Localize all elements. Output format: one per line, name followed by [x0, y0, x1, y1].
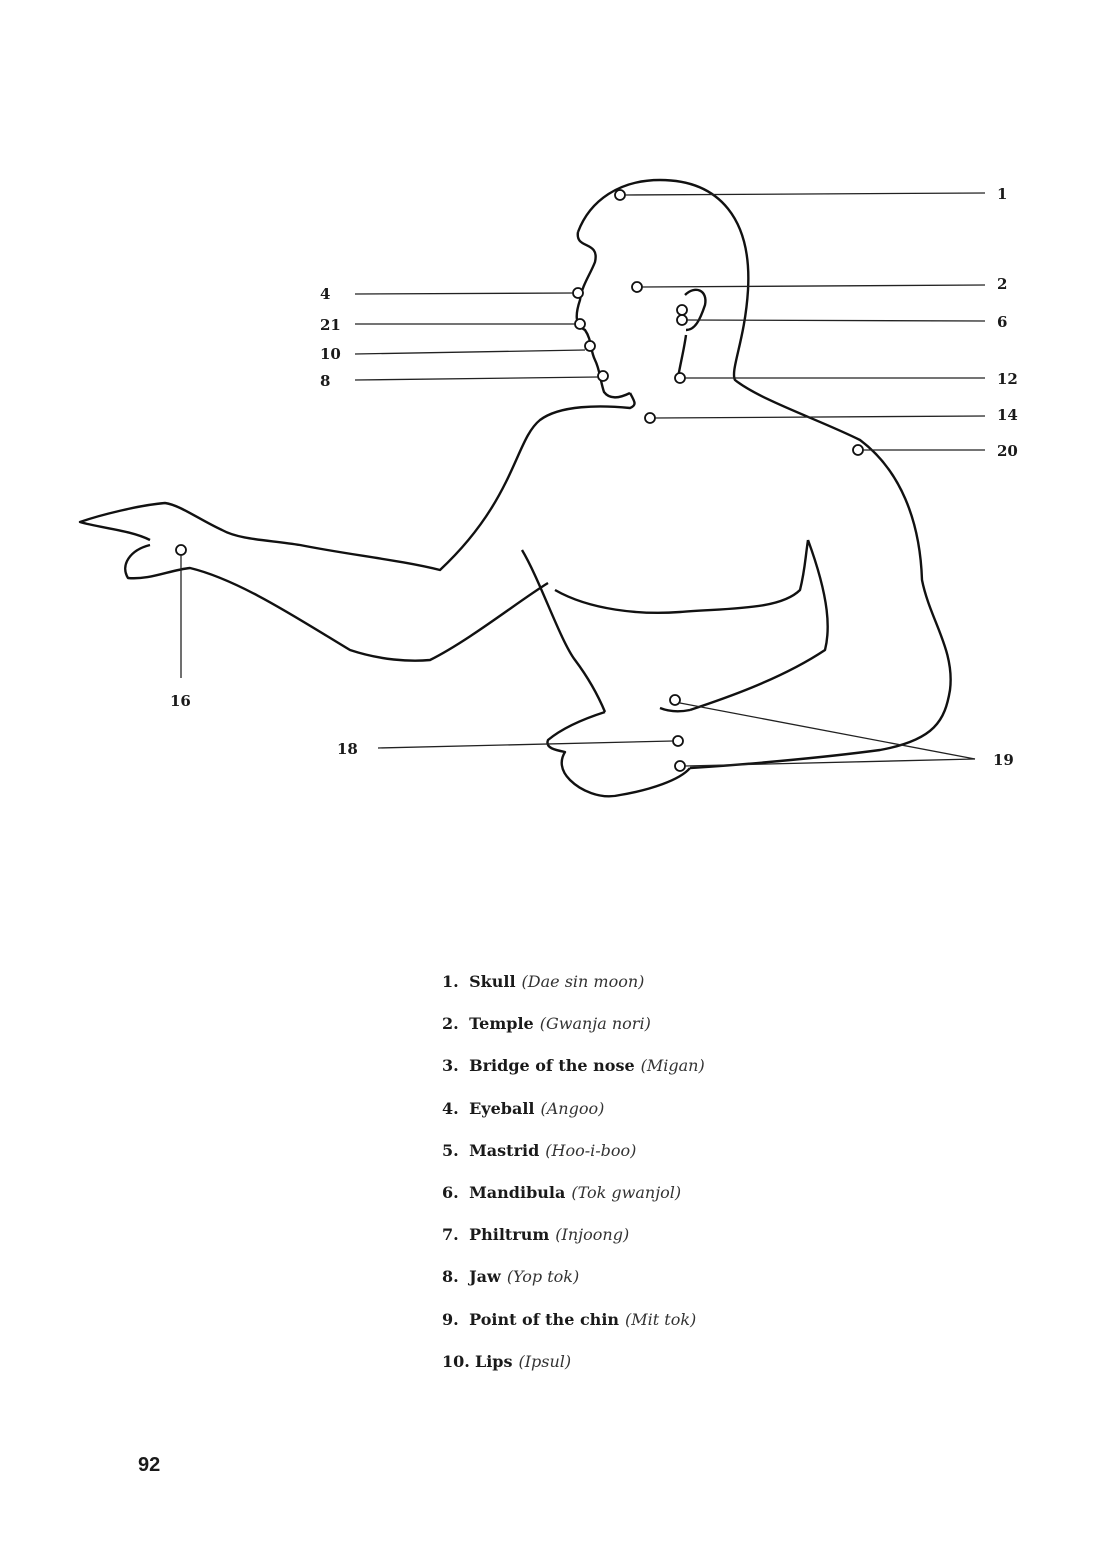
legend-item [442, 1014, 705, 1056]
item-korean: (Gwanja nori) [539, 1014, 651, 1034]
label-8: 8 [320, 372, 331, 390]
item-korean: (Hoo-i-boo) [545, 1140, 637, 1160]
label-12: 12 [997, 370, 1018, 388]
page-number: 92 [138, 1454, 161, 1476]
label-2: 2 [997, 275, 1008, 293]
item-korean: (Mit tok) [625, 1309, 697, 1329]
body-outline [80, 180, 951, 796]
item-number: 4. [442, 1098, 459, 1118]
item-name: Philtrum [469, 1225, 550, 1245]
item-korean: (Ipsul) [518, 1351, 572, 1371]
point-labels [170, 185, 1018, 769]
label-14: 14 [997, 406, 1018, 424]
item-name: Temple [469, 1014, 534, 1034]
item-number: 5. [442, 1140, 459, 1160]
legend-item [442, 1310, 705, 1352]
legend-item [442, 972, 705, 1014]
leader-lines [181, 193, 985, 766]
item-korean: (Injoong) [555, 1225, 630, 1245]
label-10: 10 [320, 345, 341, 363]
label-4: 4 [320, 285, 331, 303]
legend-item [442, 1141, 705, 1183]
item-name: Jaw [469, 1267, 501, 1287]
item-number: 10. [442, 1351, 470, 1371]
item-number: 6. [442, 1182, 459, 1202]
item-korean: (Angoo) [540, 1098, 605, 1118]
legend-item [442, 1267, 705, 1309]
legend-item [442, 1056, 705, 1098]
vital-points-legend [442, 972, 705, 1394]
label-16: 16 [170, 692, 191, 710]
item-korean: (Migan) [640, 1056, 705, 1076]
legend-item [442, 1225, 705, 1267]
legend-item [442, 1352, 705, 1394]
item-name: Skull [469, 972, 516, 991]
label-6: 6 [997, 313, 1008, 331]
label-19: 19 [993, 751, 1014, 769]
legend-item [442, 1099, 705, 1141]
item-name: Eyeball [469, 1098, 535, 1118]
item-name: Point of the chin [469, 1309, 620, 1329]
item-korean: (Dae sin moon) [521, 972, 645, 991]
item-number: 3. [442, 1056, 459, 1076]
item-name: Mandibula [469, 1182, 566, 1202]
label-1: 1 [997, 185, 1008, 203]
item-number: 9. [442, 1309, 459, 1329]
item-name: Bridge of the nose [469, 1056, 635, 1076]
item-number: 8. [442, 1267, 459, 1287]
item-name: Lips [474, 1351, 513, 1371]
item-korean: (Yop tok) [506, 1267, 580, 1287]
item-number: 1. [442, 972, 459, 991]
label-21: 21 [320, 316, 341, 334]
label-20: 20 [997, 442, 1018, 460]
item-number: 7. [442, 1225, 459, 1245]
legend-item [442, 1183, 705, 1225]
item-korean: (Tok gwanjol) [571, 1182, 682, 1202]
item-name: Mastrid [469, 1140, 540, 1160]
label-18: 18 [337, 740, 358, 758]
item-number: 2. [442, 1014, 459, 1034]
